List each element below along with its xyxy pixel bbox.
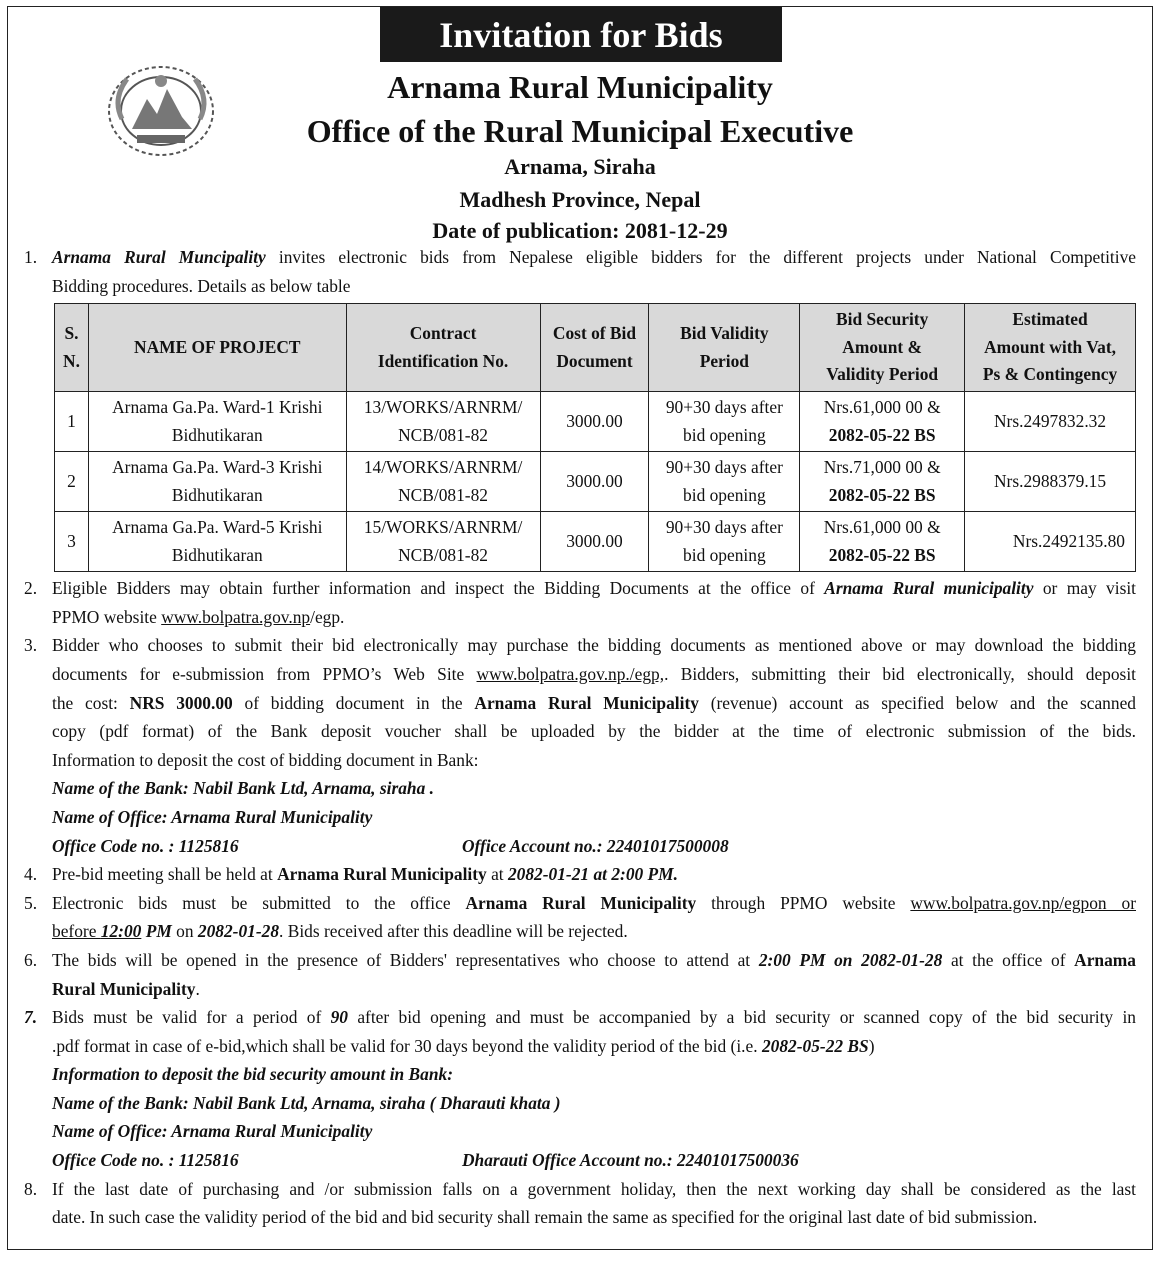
cell-estimate: Nrs.2988379.15 [965,452,1136,512]
table-row [55,392,1136,452]
province: Madhesh Province, Nepal [459,187,701,212]
clause-number: 7. [24,1007,38,1028]
clause-1 [24,243,1136,572]
clause-5: 5. Electronic bids must be submitted to the office Arnama Rural Municipality through PPMO website www.bolpatra.gov.np/egpon or before 12:00 PM on 2082-01-28. Bids received after this deadline will be rejected. [24,889,1136,946]
clause-text: Bidding procedures. Details as below table [52,275,351,296]
clause-number: 3. [24,635,38,656]
header-sn: S. N. [55,304,89,392]
header-project-name: NAME OF PROJECT [88,304,346,392]
clause-4: 4. Pre-bid meeting shall be held at Arnama Rural Municipality at 2082-01-21 at 2:00 PM. [24,860,1136,889]
cell-security: Nrs.71,000 00 & 2082-05-22 BS [800,452,965,512]
ppmo-link[interactable]: www.bolpatra.gov.np./egp, [476,663,665,684]
security-info-heading: Information to deposit the bid security amount in Bank: [52,1064,454,1085]
banner-title: Invitation for Bids [380,7,782,62]
cell-sn: 3 [55,512,89,572]
cell-cost: 3000.00 [540,392,649,452]
cell-validity: 90+30 days after bid opening [649,392,800,452]
clause-number: 8. [24,1178,38,1199]
office-code-row: Office Code no. : 1125816 Dharauti Office Account no.: 22401017500036 [52,1150,799,1171]
clause-number: 6. [24,949,38,970]
cell-contract-id: 13/WORKS/ARNRM/ NCB/081-82 [346,392,540,452]
cell-contract-id: 14/WORKS/ARNRM/ NCB/081-82 [346,452,540,512]
cell-cost: 3000.00 [540,512,649,572]
table-header-row [55,304,1136,392]
notice-body [24,243,1136,1232]
clause-number: 2. [24,578,38,599]
clause-3: 3. Bidder who chooses to submit their bid electronically may purchase the bidding documents as mentioned above or may download the bidding documents for e-submission from PPMO’s Web Site www.bolpatra.gov.np./egp,. Bidders, submitting their bid electronically, should deposit the cost: NRS 3000.00 of bidding document in the Arnama Rural Municipality (revenue) account as specified below and the scanned copy (pdf format) of the Bank deposit voucher shall be uploaded by the bidder at the time of electronic submission of the bids. Information to deposit the cost of bidding document in Bank: Name of the Bank: Nabil Bank Ltd, Arnama, siraha . Name of Office: Arnama Rural Municipality Office Code no. : 1125816 Office Account no.: 22401017500008 [24,631,1136,860]
cell-estimate: Nrs.2492135.80 [965,512,1136,572]
cell-project: Arnama Ga.Pa. Ward-5 Krishi Bidhutikaran [88,512,346,572]
header-cost: Cost of Bid Document [540,304,649,392]
cell-security: Nrs.61,000 00 & 2082-05-22 BS [800,392,965,452]
cell-project: Arnama Ga.Pa. Ward-3 Krishi Bidhutikaran [88,452,346,512]
cell-security: Nrs.61,000 00 & 2082-05-22 BS [800,512,965,572]
clause-text: invites electronic bids from Nepalese eligible bidders for the different projects under National Competitive [265,247,1136,267]
org-emphasis: Arnama Rural Muncipality [52,247,266,267]
cell-validity: 90+30 days after bid opening [649,512,800,572]
clause-8: 8. If the last date of purchasing and /or submission falls on a government holiday, then the next working day shall be considered as the last date. In such case the validity period of the bid and bid security shall remain the same as specified for the original last date of bid submission. [24,1175,1136,1232]
org-name: Arnama Rural Municipality [387,69,773,105]
cell-validity: 90+30 days after bid opening [649,452,800,512]
clause-2: 2. Eligible Bidders may obtain further information and inspect the Bidding Documents at the office of Arnama Rural municipality or may visit PPMO website www.bolpatra.gov.np/egp. [24,574,1136,631]
office-name-bank: Name of Office: Arnama Rural Municipality [52,806,373,827]
cell-project: Arnama Ga.Pa. Ward-1 Krishi Bidhutikaran [88,392,346,452]
table-row [55,512,1136,572]
clause-7: 7. Bids must be valid for a period of 90 after bid opening and must be accompanied by a bid security or scanned copy of the bid security in .pdf format in case of e-bid,which shall be valid for 30 days beyond the validity period of the bid (i.e. 2082-05-22 BS) Information to deposit the bid security amount in Bank: Name of the Bank: Nabil Bank Ltd, Arnama, siraha ( Dharauti khata ) Name of Office: Arnama Rural Municipality Office Code no. : 1125816 Dharauti Office Account no.: 22401017500036 [24,1003,1136,1175]
office-code-row: Office Code no. : 1125816 Office Account no.: 22401017500008 [52,835,729,856]
office-name-bank: Name of Office: Arnama Rural Municipality [52,1121,373,1142]
ppmo-link[interactable]: www.bolpatra.gov.np [161,606,311,627]
office-name: Office of the Rural Municipal Executive [306,113,854,149]
cell-sn: 2 [55,452,89,512]
clause-number: 1. [24,247,38,267]
cell-sn: 1 [55,392,89,452]
cell-estimate: Nrs.2497832.32 [965,392,1136,452]
bank-name: Name of the Bank: Nabil Bank Ltd, Arnama, siraha ( Dharauti khata ) [52,1092,561,1113]
location: Arnama, Siraha [504,154,656,179]
projects-table [54,303,1136,572]
header-validity: Bid Validity Period [649,304,800,392]
publication-date: Date of publication: 2081-12-29 [432,218,728,243]
cell-contract-id: 15/WORKS/ARNRM/ NCB/081-82 [346,512,540,572]
bank-name: Name of the Bank: Nabil Bank Ltd, Arnama, siraha . [52,778,434,799]
header-security: Bid Security Amount & Validity Period [800,304,965,392]
header-estimate: Estimated Amount with Vat, Ps & Contingency [965,304,1136,392]
clause-number: 4. [24,864,38,885]
table-row [55,452,1136,512]
notice-page [7,6,1153,1250]
ppmo-link[interactable]: www.bolpatra.gov.np/egpon or [910,892,1136,913]
header-contract-id: Contract Identification No. [346,304,540,392]
clause-number: 5. [24,892,38,913]
cell-cost: 3000.00 [540,452,649,512]
clause-6: 6. The bids will be opened in the presence of Bidders' representatives who choose to attend at 2:00 PM on 2082-01-28 at the office of Arnama Rural Municipality. [24,946,1136,1003]
